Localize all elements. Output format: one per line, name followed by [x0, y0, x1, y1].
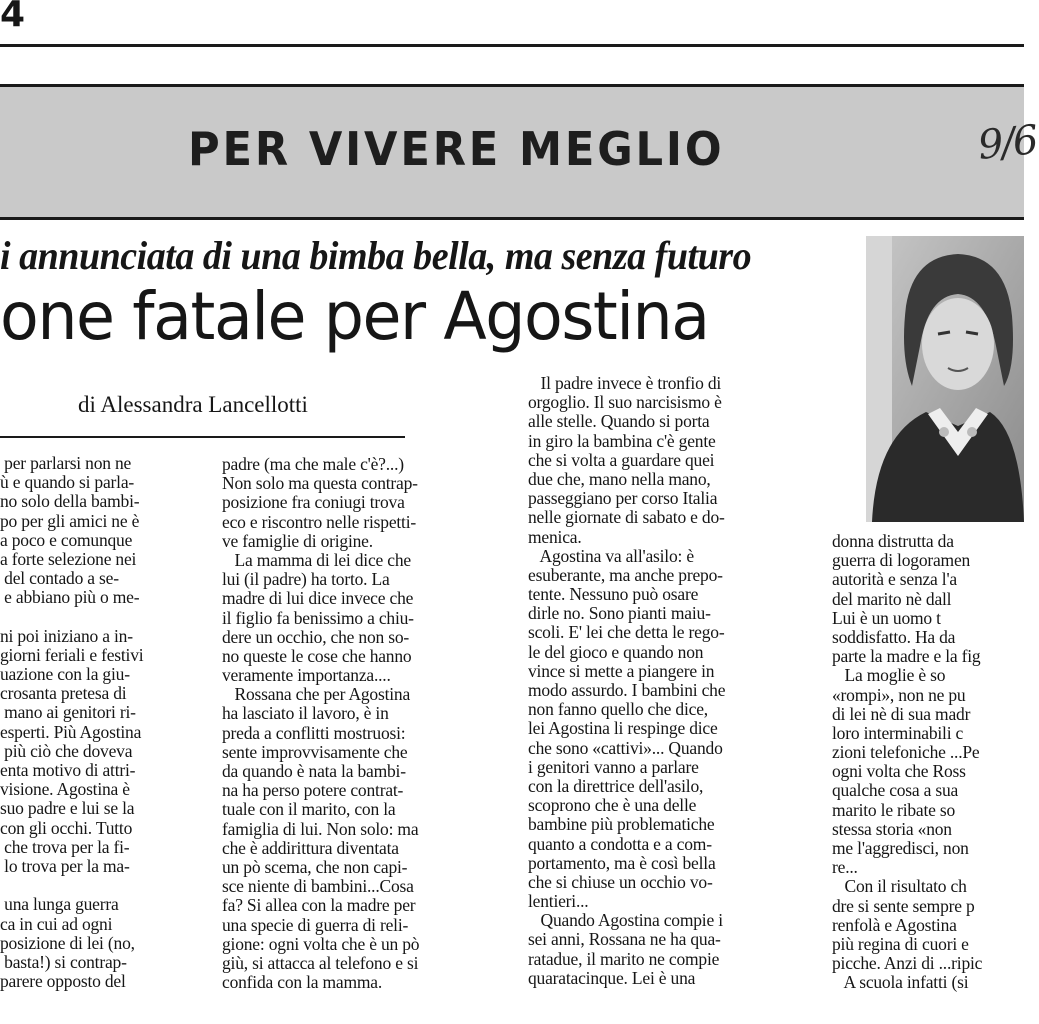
article-line: no queste le cose che hanno — [222, 645, 412, 666]
article-line: mano ai genitori ri- — [0, 702, 136, 723]
article-line: scoprono che è una delle — [528, 795, 697, 816]
article-line: re... — [832, 857, 858, 878]
article-line: uazione con la giu- — [0, 664, 130, 685]
portrait-image — [866, 236, 1024, 522]
article-line: parere opposto del — [0, 971, 126, 992]
article-line: crosanta pretesa di — [0, 683, 127, 704]
article-line: una lunga guerra — [0, 894, 119, 915]
article-line: da quando è nata la bambi- — [222, 761, 406, 781]
article-line: La moglie è so — [832, 665, 946, 686]
article-line: Rossana che per Agostina — [222, 684, 411, 705]
article-line — [0, 876, 143, 895]
article-line: Agostina va all'asilo: è — [528, 545, 694, 566]
article-line: madre di lui dice invece che — [222, 588, 414, 609]
article-line: A scuola infatti (si — [832, 972, 969, 993]
article-line: visione. Agostina è — [0, 779, 130, 800]
article-line: scoli. E' lei che detta le rego- — [528, 622, 725, 643]
article-line: quaratacinque. Lei è una — [528, 967, 696, 988]
article-line: autorità e senza l'a — [832, 569, 957, 590]
article-line: loro interminabili c — [832, 722, 964, 743]
article-line: «rompi», non ne pu — [832, 684, 966, 705]
article-line: soddisfatto. Ha da — [832, 626, 956, 647]
article-line: quanto a condotta e a com- — [528, 833, 712, 854]
article-line: portamento, ma è così bella — [528, 852, 716, 873]
article-line: basta!) si contrap- — [0, 951, 127, 972]
article-line: po per gli amici ne è — [0, 510, 140, 531]
section-title: PER VIVERE MEGLIO — [188, 122, 725, 176]
article-line: sente improvvisamente che — [222, 741, 408, 762]
article-line: per parlarsi non ne — [0, 453, 132, 473]
article-line: qualche cosa a sua — [832, 780, 959, 801]
article-line: posizione di lei (no, — [0, 932, 135, 953]
article-line: tuale con il marito, con la — [222, 799, 396, 820]
article-line: me l'aggredisci, non — [832, 838, 969, 858]
article-line: del contado a se- — [0, 568, 119, 589]
article-line: lui (il padre) ha torto. La — [222, 569, 390, 590]
article-line: in giro la bambina c'è gente — [528, 430, 716, 451]
article-line: enta motivo di attri- — [0, 760, 136, 780]
article-line: ni poi iniziano a in- — [0, 625, 133, 646]
article-line: renfolà e Agostina — [832, 914, 957, 935]
article-line: ve famiglie di origine. — [222, 530, 373, 551]
article-line: che sono «cattivi»... Quando — [528, 737, 723, 758]
handwritten-note: 9/6 — [975, 117, 1039, 169]
article-line: veramente importanza.... — [222, 665, 391, 686]
article-line: no solo della bambi- — [0, 491, 140, 512]
article-line: lentieri... — [528, 891, 589, 912]
article-line: picche. Anzi di ...ripic — [832, 953, 983, 974]
article-line: nelle giornate di sabato e do- — [528, 507, 725, 528]
article-line: preda a conflitti mostruosi: — [222, 722, 406, 743]
article-line: con la direttrice dell'asilo, — [528, 775, 704, 796]
article-line: gione: ogni volta che è un pò — [222, 933, 420, 954]
article-line: guerra di logoramen — [832, 550, 971, 571]
article-kicker: i annunciata di una bimba bella, ma senza futuro — [0, 233, 752, 278]
article-line: il figlio fa benissimo a chiu- — [222, 607, 414, 628]
article-line: Non solo ma questa contrap- — [222, 473, 418, 494]
article-line: vince si mette a piangere in — [528, 660, 715, 681]
article-line: non fanno quello che dice, — [528, 699, 708, 720]
article-column-2 — [222, 455, 419, 992]
article-line: più regina di cuori e — [832, 933, 969, 954]
article-line: giorni feriali e festivi — [0, 644, 144, 665]
article-line: esperti. Più Agostina — [0, 721, 142, 742]
article-line: esuberante, ma anche prepo- — [528, 564, 723, 585]
article-column-1 — [0, 454, 143, 991]
article-line: Quando Agostina compie i — [528, 910, 723, 931]
article-line: na ha perso potere contrat- — [222, 780, 404, 801]
article-line: stessa storia «non — [832, 818, 952, 839]
article-line: bambine più problematiche — [528, 814, 715, 835]
article-line: che trova per la fi- — [0, 836, 130, 857]
article-line: alle stelle. Quando si porta — [528, 411, 710, 432]
article-line: un pò scema, che non capi- — [222, 856, 408, 877]
article-line: Il padre invece è tronfio di — [528, 373, 722, 393]
article-line: dre si sente sempre p — [832, 895, 975, 916]
article-line: che è addirittura diventata — [222, 837, 399, 858]
article-line: famiglia di lui. Non solo: ma — [222, 818, 419, 839]
article-line: ratadue, il marito ne compie — [528, 948, 720, 969]
article-column-3 — [528, 374, 725, 988]
article-line — [0, 608, 143, 627]
article-line: lo trova per la ma- — [0, 855, 130, 876]
article-line: e abbiano più o me- — [0, 587, 140, 608]
article-line: che si chiuse un occhio vo- — [528, 871, 713, 892]
article-line: ha lasciato il lavoro, è in — [222, 703, 389, 724]
byline-rule — [0, 436, 405, 438]
article-line: parte la madre e la fig — [832, 646, 981, 667]
article-line: due che, mano nella mano, — [528, 468, 711, 489]
article-line: ogni volta che Ross — [832, 761, 966, 782]
article-line: le del gioco e quando non — [528, 641, 704, 662]
article-line: Con il risultato ch — [832, 876, 967, 897]
article-line: a forte selezione nei — [0, 548, 137, 569]
article-line: i genitori vanno a parlare — [528, 756, 699, 777]
article-line: passeggiano per corso Italia — [528, 488, 718, 509]
article-line: di lei nè di sua madr — [832, 703, 971, 724]
article-byline: di Alessandra Lancellotti — [78, 392, 308, 417]
article-line: menica. — [528, 526, 582, 547]
article-line: fa? Si allea con la madre per — [222, 895, 416, 916]
article-line: dere un occhio, che non so- — [222, 626, 410, 647]
article-line: confida con la mamma. — [222, 972, 383, 993]
article-line: del marito nè dall — [832, 588, 952, 609]
article-line: Lui è un uomo t — [832, 607, 941, 628]
portrait-photo — [866, 236, 1024, 522]
article-line: a poco e comunque — [0, 529, 133, 550]
article-line: con gli occhi. Tutto — [0, 817, 133, 838]
article-line: eco e riscontro nelle rispetti- — [222, 511, 416, 532]
article-line: dirle no. Sono pianti maiu- — [528, 603, 711, 624]
article-line: lei Agostina li respinge dice — [528, 718, 718, 739]
article-line: zioni telefoniche ...Pe — [832, 742, 980, 763]
article-line: più ciò che doveva — [0, 740, 133, 761]
article-line: donna distrutta da — [832, 531, 954, 551]
article-line: sei anni, Rossana ne ha qua- — [528, 929, 721, 950]
article-line: marito le ribate so — [832, 799, 956, 820]
article-line: suo padre e lui se la — [0, 798, 135, 819]
article-line: orgoglio. Il suo narcisismo è — [528, 392, 722, 413]
article-headline: one fatale per Agostina — [0, 278, 709, 355]
article-line: posizione fra coniugi trova — [222, 492, 405, 513]
top-rule — [0, 44, 1024, 47]
article-column-4 — [832, 532, 982, 993]
article-line: giù, si attacca al telefono e si — [222, 952, 419, 973]
page-number: 4 — [0, 0, 25, 35]
article-line: che si volta a guardare quei — [528, 449, 715, 470]
article-line: una specie di guerra di reli- — [222, 914, 409, 935]
article-line: ù e quando si parla- — [0, 472, 135, 493]
article-line: modo assurdo. I bambini che — [528, 680, 726, 700]
article-line: sce niente di bambini...Cosa — [222, 876, 414, 897]
article-line: ca in cui ad ogni — [0, 913, 113, 934]
article-line: padre (ma che male c'è?...) — [222, 454, 404, 474]
article-line: La mamma di lei dice che — [222, 549, 411, 570]
article-line: tente. Nessuno può osare — [528, 584, 699, 605]
